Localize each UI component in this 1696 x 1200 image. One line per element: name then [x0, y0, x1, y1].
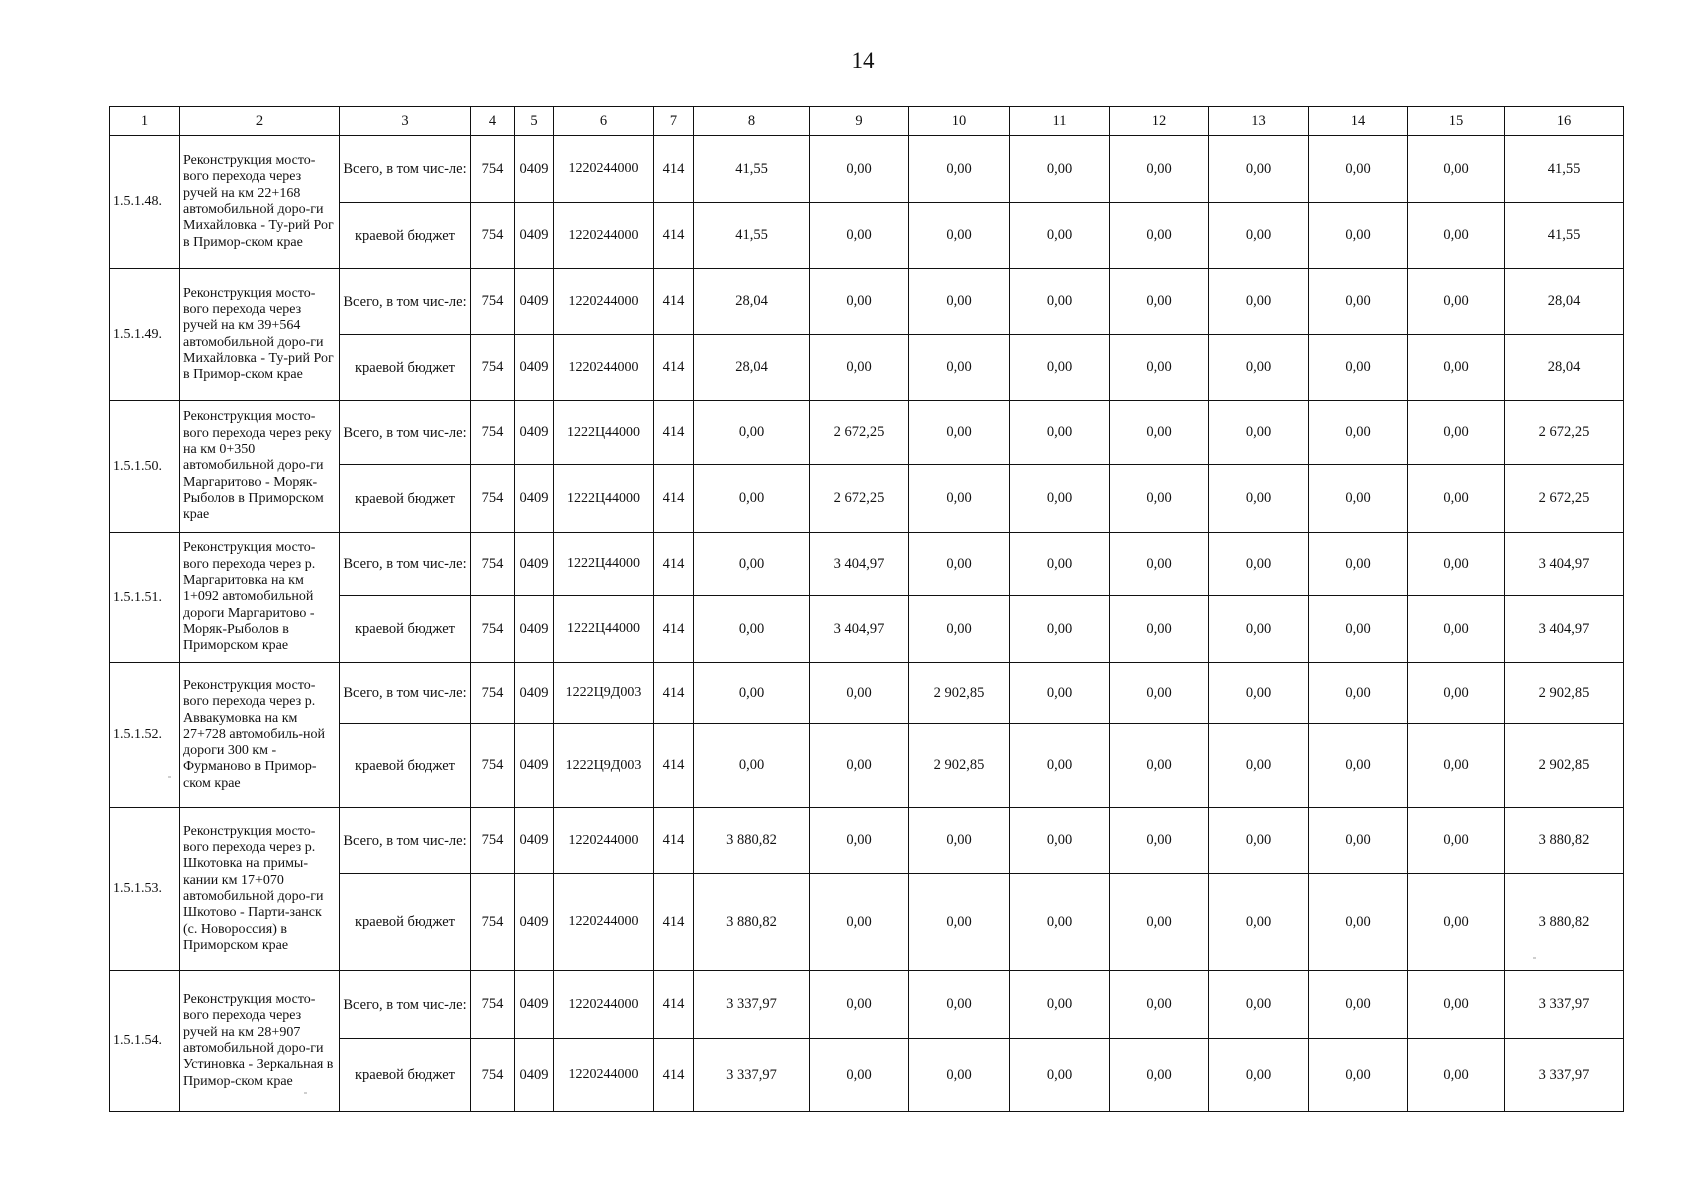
section-code: 0409 — [515, 724, 554, 808]
table-row — [110, 663, 1624, 724]
amount-cell: 3 337,97 — [694, 1039, 810, 1112]
target-article-code: 1222Ц9Д003 — [554, 724, 654, 808]
amount-cell: 41,55 — [694, 203, 810, 269]
column-header: 14 — [1309, 107, 1408, 136]
column-header: 6 — [554, 107, 654, 136]
amount-cell: 0,00 — [1209, 1039, 1309, 1112]
expense-type-code: 414 — [654, 401, 694, 465]
amount-cell: 0,00 — [1110, 533, 1209, 596]
amount-cell: 0,00 — [1110, 1039, 1209, 1112]
amount-cell: 0,00 — [1309, 663, 1408, 724]
amount-cell: 0,00 — [909, 203, 1010, 269]
target-article-code: 1220244000 — [554, 335, 654, 401]
amount-cell: 3 880,82 — [694, 808, 810, 874]
amount-cell: 2 672,25 — [810, 401, 909, 465]
column-header: 5 — [515, 107, 554, 136]
column-header: 15 — [1408, 107, 1505, 136]
amount-cell: 0,00 — [810, 874, 909, 971]
amount-cell: 0,00 — [1209, 269, 1309, 335]
table-body — [110, 136, 1624, 1112]
table-row — [110, 808, 1624, 874]
amount-cell: 0,00 — [810, 203, 909, 269]
amount-cell: 0,00 — [694, 401, 810, 465]
amount-cell: 0,00 — [909, 533, 1010, 596]
amount-cell: 0,00 — [1408, 596, 1505, 663]
amount-cell: 0,00 — [1209, 663, 1309, 724]
section-code: 0409 — [515, 533, 554, 596]
amount-cell: 0,00 — [1408, 401, 1505, 465]
amount-cell: 0,00 — [1110, 663, 1209, 724]
funding-type: краевой бюджет — [340, 465, 471, 533]
target-article-code: 1220244000 — [554, 874, 654, 971]
amount-cell: 0,00 — [1010, 663, 1110, 724]
item-index: 1.5.1.50. — [110, 401, 180, 533]
amount-cell: 0,00 — [1408, 1039, 1505, 1112]
amount-cell: 0,00 — [1209, 335, 1309, 401]
amount-cell: 0,00 — [694, 663, 810, 724]
amount-cell: 0,00 — [810, 971, 909, 1039]
target-article-code: 1220244000 — [554, 971, 654, 1039]
ministry-code: 754 — [471, 335, 515, 401]
amount-cell: 0,00 — [1010, 596, 1110, 663]
amount-cell: 0,00 — [1010, 808, 1110, 874]
expense-type-code: 414 — [654, 971, 694, 1039]
amount-cell: 0,00 — [909, 1039, 1010, 1112]
amount-cell: 0,00 — [1209, 401, 1309, 465]
section-code: 0409 — [515, 203, 554, 269]
table-row — [110, 971, 1624, 1039]
ministry-code: 754 — [471, 136, 515, 203]
target-article-code: 1222Ц44000 — [554, 465, 654, 533]
amount-cell: 0,00 — [909, 596, 1010, 663]
ministry-code: 754 — [471, 533, 515, 596]
amount-cell: 3 337,97 — [1505, 971, 1624, 1039]
amount-cell: 0,00 — [1309, 874, 1408, 971]
column-header: 8 — [694, 107, 810, 136]
table-row — [110, 401, 1624, 465]
amount-cell: 0,00 — [1408, 663, 1505, 724]
amount-cell: 0,00 — [694, 533, 810, 596]
column-header: 11 — [1010, 107, 1110, 136]
amount-cell: 41,55 — [1505, 136, 1624, 203]
ministry-code: 754 — [471, 971, 515, 1039]
expense-type-code: 414 — [654, 465, 694, 533]
funding-type: краевой бюджет — [340, 596, 471, 663]
amount-cell: 0,00 — [1408, 203, 1505, 269]
amount-cell: 0,00 — [1309, 533, 1408, 596]
amount-cell: 0,00 — [810, 1039, 909, 1112]
amount-cell: 2 902,85 — [1505, 663, 1624, 724]
amount-cell: 0,00 — [1309, 465, 1408, 533]
item-index: 1.5.1.52. — [110, 663, 180, 808]
amount-cell: 2 902,85 — [909, 663, 1010, 724]
page-number: 14 — [851, 48, 875, 73]
amount-cell: 0,00 — [1010, 335, 1110, 401]
amount-cell: 0,00 — [1209, 465, 1309, 533]
target-article-code: 1220244000 — [554, 808, 654, 874]
amount-cell: 0,00 — [1110, 203, 1209, 269]
target-article-code: 1220244000 — [554, 269, 654, 335]
amount-cell: 0,00 — [1110, 971, 1209, 1039]
column-header: 2 — [180, 107, 340, 136]
amount-cell: 0,00 — [694, 465, 810, 533]
amount-cell: 0,00 — [810, 269, 909, 335]
amount-cell: 3 880,82 — [1505, 874, 1624, 971]
amount-cell: 0,00 — [1209, 136, 1309, 203]
column-header: 9 — [810, 107, 909, 136]
amount-cell: 3 404,97 — [810, 596, 909, 663]
section-code: 0409 — [515, 269, 554, 335]
section-code: 0409 — [515, 401, 554, 465]
amount-cell: 2 672,25 — [810, 465, 909, 533]
item-name: Реконструкция мосто-вого перехода через ручей на км 39+564 автомобильной доро-ги Михайловка - Ту-рий Рог в Примор-ском крае — [180, 269, 340, 401]
scan-speck — [1533, 957, 1536, 959]
table-row — [110, 136, 1624, 203]
amount-cell: 0,00 — [1408, 971, 1505, 1039]
column-header: 13 — [1209, 107, 1309, 136]
amount-cell: 0,00 — [1010, 971, 1110, 1039]
amount-cell: 0,00 — [1110, 335, 1209, 401]
amount-cell: 3 337,97 — [694, 971, 810, 1039]
amount-cell: 0,00 — [1309, 1039, 1408, 1112]
amount-cell: 3 404,97 — [1505, 533, 1624, 596]
item-name: Реконструкция мосто-вого перехода через р. Маргаритовка на км 1+092 автомобильной дороги Маргаритово - Моряк-Рыболов в Приморском крае — [180, 533, 340, 663]
amount-cell: 0,00 — [1110, 269, 1209, 335]
amount-cell: 0,00 — [1209, 971, 1309, 1039]
amount-cell: 0,00 — [909, 335, 1010, 401]
amount-cell: 28,04 — [1505, 269, 1624, 335]
amount-cell: 0,00 — [1209, 203, 1309, 269]
amount-cell: 0,00 — [1309, 335, 1408, 401]
item-name: Реконструкция мосто-вого перехода через р. Аввакумовка на км 27+728 автомобиль-ной дороги 300 км - Фурманово в Примор-ском крае — [180, 663, 340, 808]
amount-cell: 0,00 — [909, 808, 1010, 874]
amount-cell: 0,00 — [1010, 465, 1110, 533]
expense-type-code: 414 — [654, 136, 694, 203]
item-index: 1.5.1.48. — [110, 136, 180, 269]
funding-type: Всего, в том чис-ле: — [340, 971, 471, 1039]
section-code: 0409 — [515, 874, 554, 971]
section-code: 0409 — [515, 596, 554, 663]
amount-cell: 0,00 — [810, 136, 909, 203]
amount-cell: 28,04 — [694, 335, 810, 401]
amount-cell: 0,00 — [1408, 136, 1505, 203]
funding-type: Всего, в том чис-ле: — [340, 808, 471, 874]
amount-cell: 0,00 — [1408, 335, 1505, 401]
column-header: 16 — [1505, 107, 1624, 136]
target-article-code: 1222Ц44000 — [554, 401, 654, 465]
amount-cell: 0,00 — [1110, 136, 1209, 203]
amount-cell: 0,00 — [1010, 874, 1110, 971]
amount-cell: 0,00 — [1309, 136, 1408, 203]
item-index: 1.5.1.49. — [110, 269, 180, 401]
amount-cell: 0,00 — [1309, 401, 1408, 465]
amount-cell: 0,00 — [1209, 808, 1309, 874]
amount-cell: 0,00 — [1110, 596, 1209, 663]
funding-type: краевой бюджет — [340, 1039, 471, 1112]
amount-cell: 0,00 — [1309, 971, 1408, 1039]
column-header: 12 — [1110, 107, 1209, 136]
amount-cell: 2 902,85 — [909, 724, 1010, 808]
funding-type: краевой бюджет — [340, 335, 471, 401]
expense-type-code: 414 — [654, 808, 694, 874]
column-header: 1 — [110, 107, 180, 136]
section-code: 0409 — [515, 465, 554, 533]
item-name: Реконструкция мосто-вого перехода через ручей на км 28+907 автомобильной доро-ги Устиновка - Зеркальная в Примор-ском крае — [180, 971, 340, 1112]
item-name: Реконструкция мосто-вого перехода через реку на км 0+350 автомобильной доро-ги Маргаритово - Моряк-Рыболов в Приморском крае — [180, 401, 340, 533]
amount-cell: 0,00 — [694, 724, 810, 808]
column-header: 10 — [909, 107, 1010, 136]
amount-cell: 0,00 — [1010, 533, 1110, 596]
ministry-code: 754 — [471, 808, 515, 874]
amount-cell: 0,00 — [1408, 533, 1505, 596]
amount-cell: 0,00 — [1309, 724, 1408, 808]
target-article-code: 1222Ц44000 — [554, 596, 654, 663]
funding-type: Всего, в том чис-ле: — [340, 269, 471, 335]
column-header: 7 — [654, 107, 694, 136]
amount-cell: 0,00 — [909, 401, 1010, 465]
amount-cell: 0,00 — [1209, 874, 1309, 971]
amount-cell: 0,00 — [1010, 401, 1110, 465]
amount-cell: 0,00 — [810, 663, 909, 724]
amount-cell: 0,00 — [1309, 269, 1408, 335]
amount-cell: 0,00 — [1408, 724, 1505, 808]
expense-type-code: 414 — [654, 533, 694, 596]
amount-cell: 0,00 — [1408, 465, 1505, 533]
section-code: 0409 — [515, 136, 554, 203]
funding-type: Всего, в том чис-ле: — [340, 401, 471, 465]
ministry-code: 754 — [471, 663, 515, 724]
amount-cell: 0,00 — [1010, 203, 1110, 269]
amount-cell: 0,00 — [909, 269, 1010, 335]
item-index: 1.5.1.54. — [110, 971, 180, 1112]
target-article-code: 1220244000 — [554, 203, 654, 269]
ministry-code: 754 — [471, 203, 515, 269]
expense-type-code: 414 — [654, 874, 694, 971]
column-header: 3 — [340, 107, 471, 136]
amount-cell: 0,00 — [1010, 1039, 1110, 1112]
section-code: 0409 — [515, 335, 554, 401]
item-name: Реконструкция мосто-вого перехода через р. Шкотовка на примы-кании км 17+070 автомобильной доро-ги Шкотово - Парти-занск (с. Новороссия) в Приморском крае — [180, 808, 340, 971]
expense-type-code: 414 — [654, 663, 694, 724]
amount-cell: 0,00 — [1110, 465, 1209, 533]
amount-cell: 0,00 — [1110, 874, 1209, 971]
ministry-code: 754 — [471, 465, 515, 533]
expense-type-code: 414 — [654, 596, 694, 663]
section-code: 0409 — [515, 1039, 554, 1112]
budget-table — [109, 106, 1624, 1112]
section-code: 0409 — [515, 808, 554, 874]
amount-cell: 0,00 — [909, 465, 1010, 533]
amount-cell: 0,00 — [1309, 596, 1408, 663]
ministry-code: 754 — [471, 269, 515, 335]
funding-type: Всего, в том чис-ле: — [340, 533, 471, 596]
amount-cell: 3 404,97 — [810, 533, 909, 596]
funding-type: краевой бюджет — [340, 874, 471, 971]
funding-type: Всего, в том чис-ле: — [340, 136, 471, 203]
amount-cell: 0,00 — [1010, 136, 1110, 203]
item-index: 1.5.1.51. — [110, 533, 180, 663]
amount-cell: 0,00 — [1209, 724, 1309, 808]
amount-cell: 0,00 — [1110, 401, 1209, 465]
amount-cell: 41,55 — [1505, 203, 1624, 269]
amount-cell: 3 404,97 — [1505, 596, 1624, 663]
amount-cell: 0,00 — [1209, 596, 1309, 663]
column-number-header-row — [110, 107, 1624, 136]
amount-cell: 0,00 — [1010, 724, 1110, 808]
funding-type: краевой бюджет — [340, 203, 471, 269]
amount-cell: 0,00 — [1010, 269, 1110, 335]
amount-cell: 0,00 — [909, 971, 1010, 1039]
ministry-code: 754 — [471, 401, 515, 465]
table-row — [110, 269, 1624, 335]
target-article-code: 1222Ц9Д003 — [554, 663, 654, 724]
amount-cell: 0,00 — [1408, 874, 1505, 971]
amount-cell: 0,00 — [1209, 533, 1309, 596]
amount-cell: 3 337,97 — [1505, 1039, 1624, 1112]
amount-cell: 2 672,25 — [1505, 401, 1624, 465]
target-article-code: 1222Ц44000 — [554, 533, 654, 596]
funding-type: Всего, в том чис-ле: — [340, 663, 471, 724]
amount-cell: 0,00 — [1110, 808, 1209, 874]
amount-cell: 28,04 — [1505, 335, 1624, 401]
section-code: 0409 — [515, 971, 554, 1039]
amount-cell: 0,00 — [810, 724, 909, 808]
ministry-code: 754 — [471, 1039, 515, 1112]
item-index: 1.5.1.53. — [110, 808, 180, 971]
ministry-code: 754 — [471, 596, 515, 663]
amount-cell: 0,00 — [1408, 808, 1505, 874]
expense-type-code: 414 — [654, 203, 694, 269]
expense-type-code: 414 — [654, 335, 694, 401]
amount-cell: 41,55 — [694, 136, 810, 203]
amount-cell: 0,00 — [810, 335, 909, 401]
expense-type-code: 414 — [654, 269, 694, 335]
ministry-code: 754 — [471, 724, 515, 808]
amount-cell: 0,00 — [1110, 724, 1209, 808]
amount-cell: 2 902,85 — [1505, 724, 1624, 808]
expense-type-code: 414 — [654, 724, 694, 808]
item-name: Реконструкция мосто-вого перехода через ручей на км 22+168 автомобильной доро-ги Михайловка - Ту-рий Рог в Примор-ском крае — [180, 136, 340, 269]
column-header: 4 — [471, 107, 515, 136]
scan-speck — [168, 776, 171, 778]
funding-type: краевой бюджет — [340, 724, 471, 808]
ministry-code: 754 — [471, 874, 515, 971]
amount-cell: 3 880,82 — [1505, 808, 1624, 874]
amount-cell: 0,00 — [909, 136, 1010, 203]
target-article-code: 1220244000 — [554, 136, 654, 203]
amount-cell: 0,00 — [810, 808, 909, 874]
amount-cell: 0,00 — [909, 874, 1010, 971]
amount-cell: 28,04 — [694, 269, 810, 335]
target-article-code: 1220244000 — [554, 1039, 654, 1112]
section-code: 0409 — [515, 663, 554, 724]
amount-cell: 2 672,25 — [1505, 465, 1624, 533]
expense-type-code: 414 — [654, 1039, 694, 1112]
amount-cell: 3 880,82 — [694, 874, 810, 971]
amount-cell: 0,00 — [1309, 808, 1408, 874]
table-row — [110, 533, 1624, 596]
amount-cell: 0,00 — [694, 596, 810, 663]
amount-cell: 0,00 — [1309, 203, 1408, 269]
scan-speck — [304, 1092, 307, 1094]
amount-cell: 0,00 — [1408, 269, 1505, 335]
